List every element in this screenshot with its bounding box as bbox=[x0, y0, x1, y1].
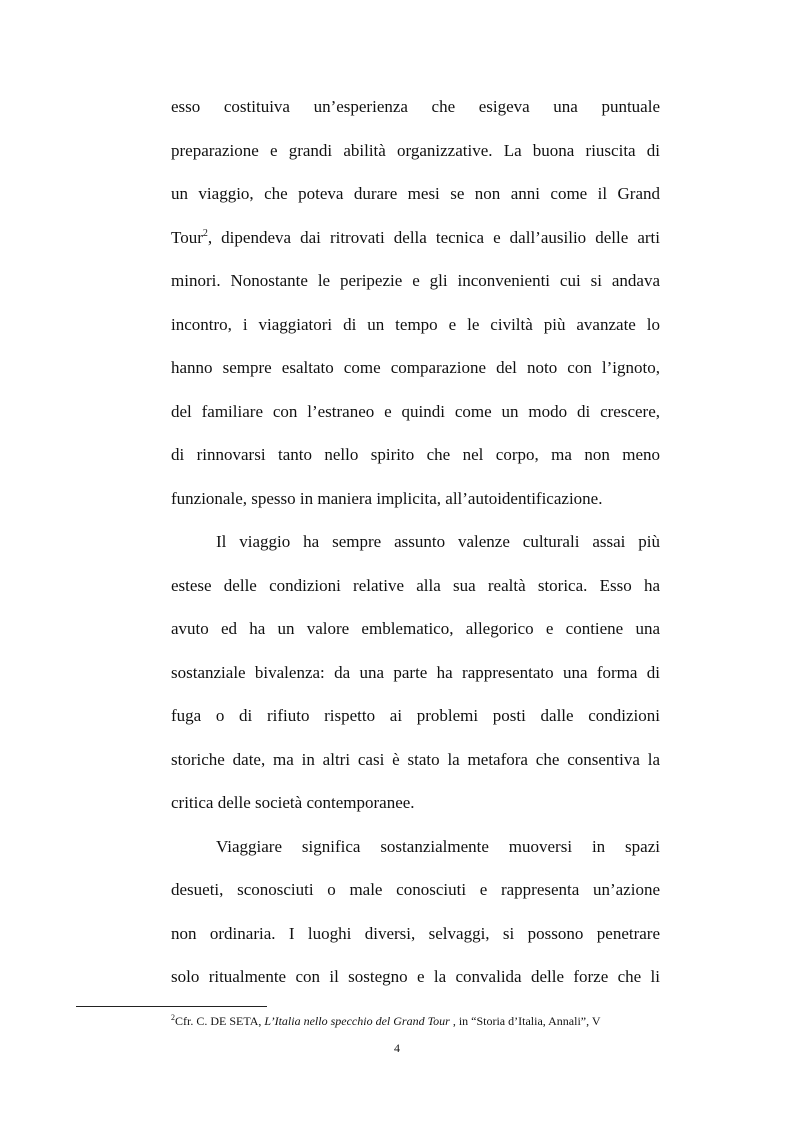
text-line: un viaggio, che poteva durare mesi se non anni come il Grand bbox=[171, 184, 660, 203]
footnote-separator bbox=[76, 1006, 267, 1007]
text-line: hanno sempre esaltato come comparazione del noto con l’ignoto, bbox=[171, 358, 660, 377]
text-line: estese delle condizioni relative alla sua realtà storica. Esso ha bbox=[171, 575, 660, 595]
text-line: incontro, i viaggiatori di un tempo e le civiltà più avanzate lo bbox=[171, 314, 660, 334]
footnote-reference: 2 bbox=[202, 227, 208, 239]
footnote bbox=[171, 1013, 691, 1029]
text-line: avuto ed ha un valore emblematico, allegorico e contiene una bbox=[171, 619, 660, 638]
text-line bbox=[171, 218, 660, 262]
text-line: del familiare con l’estraneo e quindi come un modo di crescere, bbox=[171, 401, 660, 421]
text-line: solo ritualmente con il sostegno e la convalida delle forze che li bbox=[171, 967, 660, 986]
text-line: critica delle società contemporanee. bbox=[171, 793, 415, 812]
text-line: storiche date, ma in altri casi è stato la metafora che consentiva la bbox=[171, 749, 660, 769]
text-line: non ordinaria. I luoghi diversi, selvaggi, si possono penetrare bbox=[171, 923, 660, 943]
page-number: 4 bbox=[394, 1041, 400, 1055]
text-line: Il viaggio ha sempre assunto valenze culturali assai più bbox=[216, 532, 660, 551]
text-line: fuga o di rifiuto rispetto ai problemi posti dalle condizioni bbox=[171, 706, 660, 725]
text-line: desueti, sconosciuti o male conosciuti e rappresenta un’azione bbox=[171, 880, 660, 899]
text-line: funzionale, spesso in maniera implicita, all’autoidentificazione. bbox=[171, 488, 603, 508]
text-line: Viaggiare significa sostanzialmente muoversi in spazi bbox=[216, 836, 660, 856]
footnote-title: L’Italia nello specchio del Grand Tour bbox=[264, 1014, 450, 1028]
text-line: di rinnovarsi tanto nello spirito che nel corpo, ma non meno bbox=[171, 445, 660, 464]
text-fragment: , dipendeva dai ritrovati della tecnica e dall’ausilio delle arti bbox=[207, 227, 660, 247]
footnote-marker: 2 bbox=[171, 1013, 175, 1022]
text-line: sostanziale bivalenza: da una parte ha rappresentato una forma di bbox=[171, 662, 660, 682]
body-text bbox=[171, 87, 660, 1001]
text-line: minori. Nonostante le peripezie e gli inconvenienti cui si andava bbox=[171, 271, 660, 290]
footnote-suffix: , in “Storia d’Italia, Annali”, V bbox=[449, 1014, 601, 1028]
footnote-prefix: Cfr. C. DE SETA, bbox=[175, 1014, 265, 1028]
text-line: esso costituiva un’esperienza che esigeva una puntuale bbox=[171, 97, 660, 116]
text-fragment: Tour bbox=[171, 227, 203, 247]
text-line: preparazione e grandi abilità organizzative. La buona riuscita di bbox=[171, 140, 660, 160]
